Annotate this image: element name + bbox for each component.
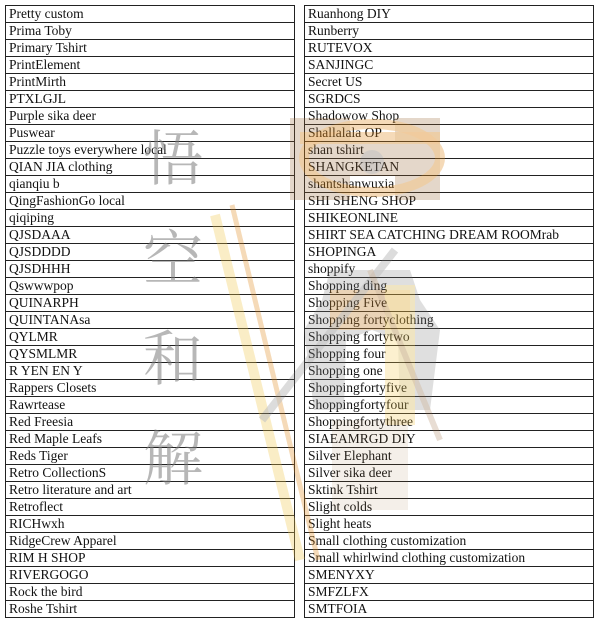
right-name-row <box>305 601 594 618</box>
left-name-row <box>6 261 295 278</box>
left-name-cell: Reds Tiger <box>6 448 295 465</box>
right-name-cell: Slight colds <box>305 499 594 516</box>
right-name-row <box>305 23 594 40</box>
left-name-row <box>6 601 295 618</box>
right-name-row <box>305 295 594 312</box>
right-name-row <box>305 550 594 567</box>
watermark-char: 悟 <box>143 125 203 195</box>
left-name-cell: QYLMR <box>6 329 295 346</box>
right-name-cell: Shoppingfortythree <box>305 414 594 431</box>
right-name-cell: SGRDCS <box>305 91 594 108</box>
left-name-row <box>6 125 295 142</box>
right-name-row <box>305 193 594 210</box>
right-name-cell: Small clothing customization <box>305 533 594 550</box>
right-name-row <box>305 244 594 261</box>
left-name-cell: qiqiping <box>6 210 295 227</box>
left-name-row <box>6 278 295 295</box>
right-name-cell: SHIKEONLINE <box>305 210 594 227</box>
right-name-row <box>305 380 594 397</box>
right-name-cell: Shadowow Shop <box>305 108 594 125</box>
left-name-cell: RICHwxh <box>6 516 295 533</box>
left-name-cell: Rawrtease <box>6 397 295 414</box>
left-name-row <box>6 448 295 465</box>
right-name-row <box>305 142 594 159</box>
left-name-row <box>6 23 295 40</box>
left-name-row <box>6 550 295 567</box>
left-name-cell: QUINARPH <box>6 295 295 312</box>
left-name-row <box>6 6 295 23</box>
left-name-row <box>6 210 295 227</box>
left-name-row <box>6 108 295 125</box>
right-name-cell: SMTFOIA <box>305 601 594 618</box>
left-name-row <box>6 431 295 448</box>
left-name-row <box>6 584 295 601</box>
left-name-cell: QUINTANAsa <box>6 312 295 329</box>
left-name-cell: Rock the bird <box>6 584 295 601</box>
left-name-cell: Pretty custom <box>6 6 295 23</box>
right-name-row <box>305 431 594 448</box>
left-name-row <box>6 159 295 176</box>
right-name-cell: Shopping four <box>305 346 594 363</box>
right-name-cell: Secret US <box>305 74 594 91</box>
right-name-row <box>305 261 594 278</box>
left-name-cell: QJSDDDD <box>6 244 295 261</box>
right-name-cell: Silver Elephant <box>305 448 594 465</box>
watermark-char: 解 <box>143 425 203 495</box>
right-name-cell: SHOPINGA <box>305 244 594 261</box>
left-name-cell: Puswear <box>6 125 295 142</box>
right-name-row <box>305 91 594 108</box>
right-name-row <box>305 567 594 584</box>
right-name-row <box>305 329 594 346</box>
left-name-row <box>6 397 295 414</box>
left-name-row <box>6 346 295 363</box>
left-name-cell: QingFashionGo local <box>6 193 295 210</box>
right-name-cell: SMFZLFX <box>305 584 594 601</box>
left-name-row <box>6 533 295 550</box>
left-name-cell: PrintMirth <box>6 74 295 91</box>
left-name-row <box>6 295 295 312</box>
right-name-row <box>305 159 594 176</box>
left-name-cell: QIAN JIA clothing <box>6 159 295 176</box>
left-name-cell: Qswwwpop <box>6 278 295 295</box>
right-name-cell: Shoppingfortyfour <box>305 397 594 414</box>
right-name-cell: SANJINGC <box>305 57 594 74</box>
left-name-row <box>6 516 295 533</box>
right-name-table <box>304 5 594 618</box>
left-name-row <box>6 482 295 499</box>
left-name-cell: Retro literature and art <box>6 482 295 499</box>
right-name-cell: shan tshirt <box>305 142 594 159</box>
right-name-cell: Ruanhong DIY <box>305 6 594 23</box>
right-name-cell: Shopping fortyclothing <box>305 312 594 329</box>
right-name-cell: RUTEVOX <box>305 40 594 57</box>
left-name-cell: Red Freesia <box>6 414 295 431</box>
right-name-row <box>305 6 594 23</box>
left-name-cell: Prima Toby <box>6 23 295 40</box>
left-name-row <box>6 40 295 57</box>
watermark-char: 空 <box>143 225 203 295</box>
right-name-row <box>305 108 594 125</box>
left-name-cell: PrintElement <box>6 57 295 74</box>
left-name-cell: RIM H SHOP <box>6 550 295 567</box>
right-name-row <box>305 227 594 244</box>
right-name-cell: Shoppingfortyfive <box>305 380 594 397</box>
left-name-row <box>6 227 295 244</box>
right-name-row <box>305 74 594 91</box>
right-name-row <box>305 278 594 295</box>
left-name-cell: Retroflect <box>6 499 295 516</box>
left-name-row <box>6 244 295 261</box>
left-name-row <box>6 567 295 584</box>
left-name-cell: RidgeCrew Apparel <box>6 533 295 550</box>
left-name-cell: PTXLGJL <box>6 91 295 108</box>
left-name-row <box>6 380 295 397</box>
right-name-row <box>305 465 594 482</box>
right-name-row <box>305 363 594 380</box>
right-name-cell: Silver sika deer <box>305 465 594 482</box>
left-name-row <box>6 91 295 108</box>
right-name-cell: Small whirlwind clothing customization <box>305 550 594 567</box>
left-name-cell: Purple sika deer <box>6 108 295 125</box>
left-name-row <box>6 465 295 482</box>
left-name-row <box>6 142 295 159</box>
right-name-cell: Shopping Five <box>305 295 594 312</box>
left-name-row <box>6 74 295 91</box>
left-name-row <box>6 193 295 210</box>
left-name-cell: RIVERGOGO <box>6 567 295 584</box>
right-name-cell: SMENYXY <box>305 567 594 584</box>
left-name-cell: Red Maple Leafs <box>6 431 295 448</box>
right-name-cell: shantshanwuxia <box>305 176 594 193</box>
left-name-row <box>6 363 295 380</box>
right-name-row <box>305 40 594 57</box>
left-name-row <box>6 414 295 431</box>
left-name-row <box>6 312 295 329</box>
right-name-cell: SIAEAMRGD DIY <box>305 431 594 448</box>
right-name-row <box>305 57 594 74</box>
right-name-row <box>305 312 594 329</box>
left-name-row <box>6 499 295 516</box>
left-name-table <box>5 5 295 618</box>
right-name-row <box>305 414 594 431</box>
left-name-cell: QJSDHHH <box>6 261 295 278</box>
right-name-row <box>305 176 594 193</box>
right-name-row <box>305 346 594 363</box>
right-name-row <box>305 125 594 142</box>
right-name-cell: Shallalala OP <box>305 125 594 142</box>
right-name-cell: Sktink Tshirt <box>305 482 594 499</box>
left-name-row <box>6 176 295 193</box>
right-name-cell: SHIRT SEA CATCHING DREAM ROOMrab <box>305 227 594 244</box>
right-name-cell: Shopping one <box>305 363 594 380</box>
right-name-row <box>305 533 594 550</box>
watermark-char: 和 <box>143 325 203 395</box>
left-name-cell: R YEN EN Y <box>6 363 295 380</box>
left-name-cell: qianqiu b <box>6 176 295 193</box>
right-name-cell: Shopping fortytwo <box>305 329 594 346</box>
left-name-cell: Primary Tshirt <box>6 40 295 57</box>
right-name-cell: SHI SHENG SHOP <box>305 193 594 210</box>
left-name-cell: Puzzle toys everywhere local <box>6 142 295 159</box>
right-name-row <box>305 584 594 601</box>
left-name-row <box>6 329 295 346</box>
left-name-cell: Rappers Closets <box>6 380 295 397</box>
right-name-row <box>305 210 594 227</box>
right-name-row <box>305 397 594 414</box>
left-name-row <box>6 57 295 74</box>
left-name-cell: Retro CollectionS <box>6 465 295 482</box>
left-name-cell: QJSDAAA <box>6 227 295 244</box>
right-name-row <box>305 448 594 465</box>
right-name-cell: Runberry <box>305 23 594 40</box>
right-name-cell: Slight heats <box>305 516 594 533</box>
right-name-cell: Shopping ding <box>305 278 594 295</box>
left-name-cell: Roshe Tshirt <box>6 601 295 618</box>
left-name-cell: QYSMLMR <box>6 346 295 363</box>
right-name-cell: SHANGKETAN <box>305 159 594 176</box>
right-name-row <box>305 499 594 516</box>
right-name-row <box>305 482 594 499</box>
right-name-cell: shoppify <box>305 261 594 278</box>
right-name-row <box>305 516 594 533</box>
